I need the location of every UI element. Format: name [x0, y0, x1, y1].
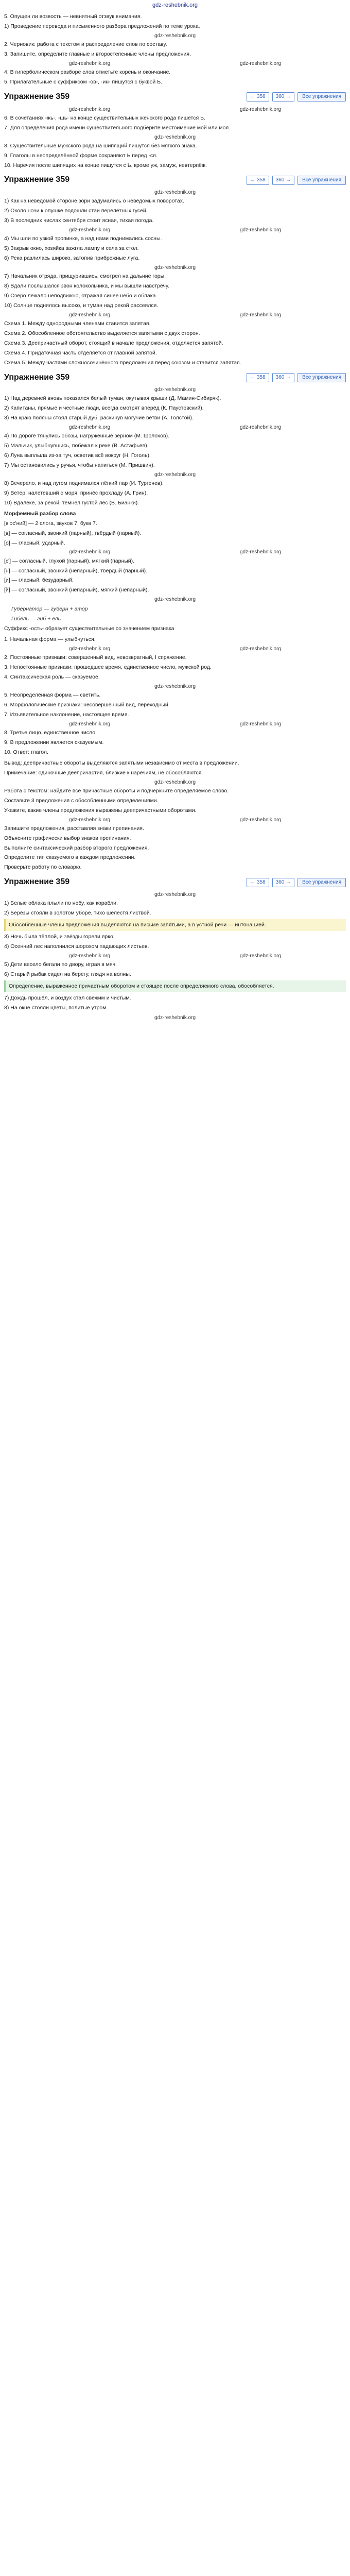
exercise-item: 8) Вдали послышался звон колокольчика, и мы вышли навстречу. — [4, 283, 169, 290]
morph-line: 8. Третье лицо, единственное число. — [4, 730, 97, 736]
intro-line: 3. Запишите, определите главные и второстепенные члены предложения. — [4, 50, 191, 57]
extra-line: Выполните синтаксический разбор второго предложения. — [4, 844, 149, 851]
prev-exercise-button[interactable]: ← 358 — [247, 92, 269, 101]
intro-line: 2. Черновик: работа с текстом и распределение слов по составу. — [4, 41, 167, 47]
morph-line: 10. Ответ: глагол. — [4, 749, 48, 755]
watermark: gdz-reshebnik.org — [239, 721, 282, 727]
watermark-row — [4, 424, 346, 431]
scheme-note: Схема 4. Придаточная часть отделяется от главной запятой. — [4, 349, 157, 356]
watermark: gdz-reshebnik.org — [239, 953, 282, 959]
intro-line: 5. Опущен ли возвость — невнятный отзвук внимания. — [4, 13, 142, 20]
phonetic-analysis — [4, 510, 346, 633]
exercise-item: 2) Берёзы стояли в золотом уборе, тихо шелестя листвой. — [4, 910, 151, 917]
analysis-line: [й] — согласный, звонкий (непарный), мягкий (непарный). — [4, 587, 149, 594]
exercise-item: 1) Белые облака плыли по небу, как корабли. — [4, 900, 118, 907]
morph-line: 3. Непостоянные признаки: прошедшее время, единственное число, мужской род. — [4, 664, 212, 671]
next-exercise-button[interactable]: 360 → — [272, 92, 294, 101]
exercise-item: 10. Наречия после шипящих на конце пишутся с Ь, кроме уж, замуж, невтерпёж. — [4, 162, 207, 168]
prev-exercise-button[interactable]: ← 358 — [247, 176, 269, 185]
watermark: gdz-reshebnik.org — [239, 60, 282, 66]
exercise-item: 7. Для определения рода имени существительного подберите местоимение мой или моя. — [4, 124, 231, 131]
watermark-row — [4, 60, 346, 67]
watermark-row — [4, 106, 346, 113]
analysis-title: Морфемный разбор слова — [4, 510, 76, 517]
exercise-nav — [247, 878, 346, 887]
morph-line: 6. Морфологические признаки: несовершенный вид, переходный. — [4, 702, 170, 708]
exercise-item: 2) Капитаны, прямые и честные люди, всегда смотрят вперёд (К. Паустовский). — [4, 405, 204, 412]
exercise-item: 9. Глаголы в неопределённой форме сохраняют Ь перед -ся. — [4, 152, 157, 159]
morph-line: 1. Начальная форма — улыбнуться. — [4, 636, 96, 643]
watermark: gdz-reshebnik.org — [154, 264, 196, 270]
content — [0, 13, 350, 1022]
exercise-item: 3) В последних числах сентября стоит ясная, тихая погода. — [4, 217, 154, 224]
scheme-note: Схема 2. Обособленное обстоятельство выделяется запятыми с двух сторон. — [4, 330, 200, 336]
exercise-item: 2) Около ночи к опушке подошли стаи перелётных гусей. — [4, 208, 148, 214]
exercise-title: Упражнение 359 — [4, 877, 70, 887]
watermark: gdz-reshebnik.org — [68, 312, 111, 318]
all-exercises-button[interactable]: Все упражнения — [297, 373, 346, 382]
watermark: gdz-reshebnik.org — [68, 953, 111, 959]
watermark: gdz-reshebnik.org — [154, 387, 196, 393]
extra-line: Проверьте работу по словарю. — [4, 864, 82, 871]
watermark: gdz-reshebnik.org — [154, 134, 196, 140]
exercise-nav — [247, 92, 346, 101]
scheme-note: Схема 5. Между частями сложносочинённого предложения перед союзом и ставится запятая. — [4, 359, 241, 366]
exercise-item: 5) Мальчик, улыбнувшись, побежал к реке (В. Астафьев). — [4, 443, 149, 449]
intro-line: 1) Проведение перевода и письменного разбора предложений по теме урока. — [4, 23, 200, 29]
analysis-line: [с'] — согласный, глухой (парный), мягкий (парный). — [4, 557, 135, 564]
exercise-header — [4, 372, 346, 384]
exercise-item: 1) Как на неведомой стороне зори задумались о неведомых поворотах. — [4, 198, 184, 205]
exercise-nav — [247, 176, 346, 185]
exercise-items — [4, 900, 346, 1011]
exercise-item: 8) Вечерело, и над лугом поднимался лёгкий пар (И. Тургенев). — [4, 480, 164, 487]
exercise-items — [4, 114, 346, 170]
exercise-item: 9) Озеро лежало неподвижно, отражая синее небо и облака. — [4, 292, 157, 299]
extra-line: Примечание: одиночные деепричастия, близкие к наречиям, не обособляются. — [4, 769, 203, 776]
extra-line: Составьте 3 предложения с обособленными определениями. — [4, 797, 159, 804]
extra-line: Укажите, какие члены предложения выражены деепричастными оборотами. — [4, 807, 197, 814]
morph-analysis — [4, 636, 346, 756]
watermark: gdz-reshebnik.org — [154, 32, 196, 39]
exercise-item: 6) Старый рыбак сидел на берегу, глядя на волны. — [4, 971, 131, 977]
exercise-item: 8) На окне стояли цветы, политые утром. — [4, 1004, 108, 1011]
exercise-item: 1) Над деревней вновь показался белый туман, окутывая крыши (Д. Мамин-Сибиряк). — [4, 395, 221, 402]
watermark: gdz-reshebnik.org — [68, 425, 111, 431]
extra-line: Работа с текстом: найдите все причастные обороты и подчеркните определяемое слово. — [4, 787, 229, 794]
exercise-item: 8. Существительные мужского рода на шипящий пишутся без мягкого знака. — [4, 142, 197, 149]
watermark-row — [4, 721, 346, 728]
watermark-row — [4, 549, 346, 556]
watermark: gdz-reshebnik.org — [239, 425, 282, 431]
extra-tasks — [4, 759, 346, 871]
watermark: gdz-reshebnik.org — [68, 549, 111, 555]
extra-line: Объясните графически выбор знаков препинания. — [4, 835, 131, 841]
analysis-line: [в] — согласный, звонкий (парный), твёрдый (парный). — [4, 530, 142, 536]
watermark: gdz-reshebnik.org — [239, 227, 282, 233]
exercise-item: 6) Река разлилась широко, затопив прибрежные луга. — [4, 255, 140, 262]
watermark: gdz-reshebnik.org — [68, 60, 111, 66]
watermark: gdz-reshebnik.org — [154, 891, 196, 897]
all-exercises-button[interactable]: Все упражнения — [297, 878, 346, 887]
exercise-item: 5) Дети весело бегали по двору, играя в мяч. — [4, 961, 117, 968]
exercise-header — [4, 876, 346, 888]
morph-line: 7. Изъявительное наклонение, настоящее время. — [4, 711, 129, 718]
scheme-note: Суффикс -ость- образует существительные со значением признака — [4, 625, 174, 632]
footer-watermark: gdz-reshebnik.org — [154, 1015, 196, 1021]
exercise-item: 4) Мы шли по узкой тропинке, а над нами поднимались сосны. — [4, 235, 162, 242]
intro-block — [4, 13, 346, 86]
exercise-item: 7) Начальник отряда, прищурившись, смотрел на дальние горы. — [4, 273, 166, 280]
watermark: gdz-reshebnik.org — [154, 190, 196, 196]
morph-line: 4. Синтаксическая роль — сказуемое. — [4, 674, 100, 681]
morph-line: 2. Постоянные признаки: совершенный вид, невозвратный, I спряжение. — [4, 654, 187, 661]
analysis-line: [в'ос'ний] — 2 слога, звуков 7, букв 7. — [4, 520, 97, 527]
analysis-line: [н] — согласный, звонкий (непарный), твёрдый (парный). — [4, 567, 147, 574]
exercise-item: 4) Осенний лес наполнился шорохом падающих листьев. — [4, 943, 149, 950]
exercise-item: 10) Вдалеке, за рекой, темнел густой лес (В. Бианки). — [4, 499, 139, 506]
exercise-items — [4, 197, 346, 366]
scheme-note: Схема 1. Между однородными членами ставится запятая. — [4, 320, 151, 327]
rule-highlight: Обособленные члены предложения выделяются на письме запятыми, а в устной речи — интонацией. — [4, 919, 346, 931]
exercise-header — [4, 174, 346, 186]
watermark: gdz-reshebnik.org — [239, 549, 282, 555]
exercise-item: 6. В сочетаниях -жь-, -шь- на конце существительных женского рода пишется Ь. — [4, 114, 205, 121]
watermark-row — [4, 227, 346, 234]
watermark: gdz-reshebnik.org — [154, 684, 196, 689]
exercise-title: Упражнение 359 — [4, 372, 70, 382]
watermark-row — [4, 312, 346, 319]
watermark: gdz-reshebnik.org — [239, 646, 282, 652]
analysis-line: [о] — гласный, ударный. — [4, 539, 65, 546]
scheme-note: Схема 3. Деепричастный оборот, стоящий в начале предложения, отделяется запятой. — [4, 340, 223, 346]
exercise-item: 9) Ветер, налетевший с моря, принёс прохладу (А. Грин). — [4, 490, 148, 497]
exercise-title: Упражнение 359 — [4, 92, 70, 101]
extra-line: Вывод: деепричастные обороты выделяются запятыми независимо от места в предложении. — [4, 759, 239, 766]
watermark-row — [4, 953, 346, 960]
exercise-items — [4, 395, 346, 506]
intro-line: 5. Прилагательные с суффиксом -ов-, -ин- пишутся с буквой Ь. — [4, 78, 163, 85]
intro-line: 4. В гиперболическом разборе слов отметьте корень и окончание. — [4, 69, 171, 75]
morph-line: 5. Неопределённая форма — светить. — [4, 692, 101, 699]
exercise-item: 5) Закрыв окно, хозяйка зажгла лампу и села за стол. — [4, 245, 139, 252]
exercise-item: 10) Солнце поднялось высоко, и туман над рекой рассеялся. — [4, 302, 159, 309]
watermark: gdz-reshebnik.org — [239, 106, 282, 112]
watermark: gdz-reshebnik.org — [154, 471, 196, 478]
exercise-item: 7) Дождь прошёл, и воздух стал свежим и чистым. — [4, 994, 131, 1001]
prev-exercise-button[interactable]: ← 358 — [247, 878, 269, 887]
watermark: gdz-reshebnik.org — [154, 779, 196, 785]
watermark: gdz-reshebnik.org — [68, 106, 111, 112]
word-scheme: Гибель — гиб + ель — [11, 616, 61, 622]
exercise-item: 6) Луна выплыла из-за туч, осветив всё вокруг (Н. Гоголь). — [4, 452, 151, 459]
extra-line: Запишите предложения, расставляя знаки препинания. — [4, 825, 144, 832]
exercise-item: 4) По дороге тянулись обозы, нагруженные зерном (М. Шолохов). — [4, 433, 169, 439]
all-exercises-button[interactable]: Все упражнения — [297, 176, 346, 185]
exercise-item: 3) Ночь была тёплой, и звёзды горели ярко. — [4, 933, 115, 940]
rule-highlight: Определение, выраженное причастным оборотом и стоящее после определяемого слова, обособляется. — [4, 980, 346, 992]
watermark: gdz-reshebnik.org — [68, 227, 111, 233]
exercise-header — [4, 91, 346, 103]
site-header[interactable]: gdz-reshebnik.org — [152, 2, 198, 8]
exercise-item: 7) Мы остановились у ручья, чтобы напиться (М. Пришвин). — [4, 462, 155, 469]
next-exercise-button[interactable]: 360 → — [272, 176, 294, 185]
watermark-row — [4, 646, 346, 653]
exercise-item: 3) На краю поляны стоял старый дуб, раскинув могучие ветви (А. Толстой). — [4, 415, 194, 421]
prev-exercise-button[interactable]: ← 358 — [247, 373, 269, 382]
exercise-title: Упражнение 359 — [4, 175, 70, 184]
watermark: gdz-reshebnik.org — [154, 597, 196, 603]
exercise-nav — [247, 373, 346, 382]
watermark: gdz-reshebnik.org — [68, 817, 111, 823]
analysis-line: [и] — гласный, безударный. — [4, 577, 74, 584]
watermark: gdz-reshebnik.org — [68, 721, 111, 727]
next-exercise-button[interactable]: 360 → — [272, 878, 294, 887]
watermark: gdz-reshebnik.org — [68, 646, 111, 652]
morph-line: 9. В предложении является сказуемым. — [4, 739, 104, 745]
next-exercise-button[interactable]: 360 → — [272, 373, 294, 382]
all-exercises-button[interactable]: Все упражнения — [297, 92, 346, 101]
watermark-row — [4, 817, 346, 824]
watermark: gdz-reshebnik.org — [239, 817, 282, 823]
watermark: gdz-reshebnik.org — [239, 312, 282, 318]
extra-line: Определите тип сказуемого в каждом предложении. — [4, 854, 136, 861]
word-scheme: Губернатор — губерн + атор — [11, 606, 88, 613]
